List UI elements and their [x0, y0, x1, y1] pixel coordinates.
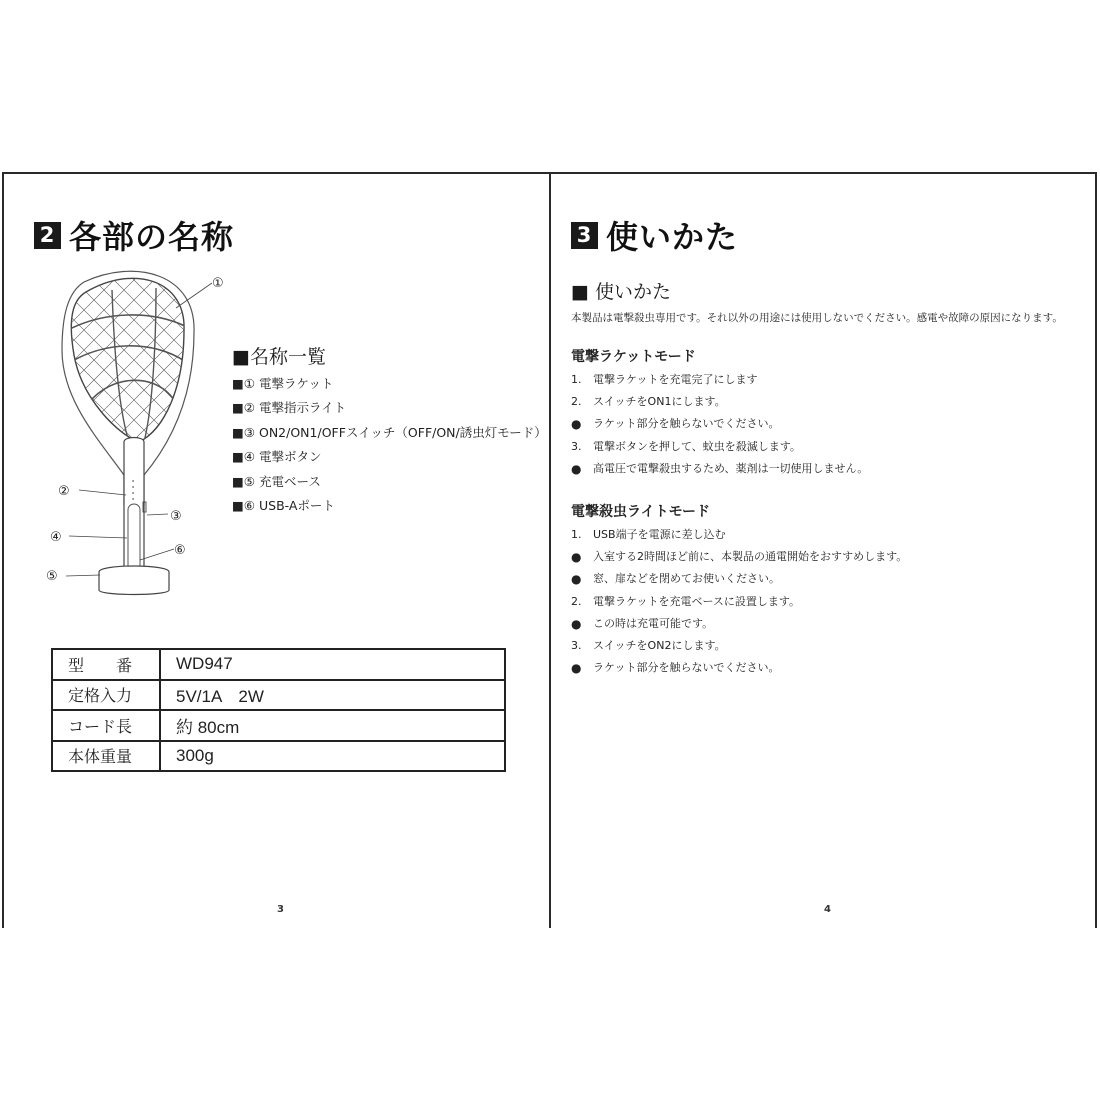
- callout-6: ⑥: [174, 543, 186, 558]
- step-text: スイッチをON2にします。: [593, 638, 726, 652]
- section-number-badge: 2: [34, 222, 61, 249]
- spec-table: [51, 648, 506, 772]
- bullet-icon: ●: [571, 550, 582, 565]
- parts-list-item: ■② 電撃指示ライト: [232, 400, 347, 416]
- step-marker: 1.: [571, 528, 582, 541]
- step-marker: 1.: [571, 373, 582, 386]
- spec-row: [52, 649, 505, 680]
- light-mode-steps: [571, 524, 907, 679]
- step-item: [571, 591, 907, 613]
- page-3: [4, 174, 549, 928]
- step-item: [571, 546, 907, 568]
- callout-2: ②: [58, 484, 70, 499]
- step-item: [571, 413, 868, 435]
- mode-title-racket: 電撃ラケットモード: [571, 349, 696, 365]
- section-title-parts: [34, 212, 234, 258]
- mode-title-light: 電撃殺虫ライトモード: [571, 504, 711, 520]
- step-item: [571, 568, 907, 590]
- page-number: 3: [277, 904, 284, 915]
- step-text: 電撃ボタンを押して、蚊虫を殺滅します。: [593, 439, 801, 453]
- spec-value: 約 80cm: [160, 710, 505, 741]
- step-marker: 3.: [571, 638, 582, 652]
- step-item: [571, 391, 868, 413]
- spec-value: 300g: [160, 741, 505, 772]
- step-text: ラケット部分を触らないでください。: [593, 417, 780, 431]
- racket-illustration: [44, 270, 244, 600]
- step-marker: 3.: [571, 439, 582, 453]
- section-title-text: 各部の名称: [69, 218, 235, 256]
- spec-label: 定格入力: [52, 680, 160, 711]
- bullet-icon: ●: [571, 572, 582, 587]
- spec-value: WD947: [160, 649, 505, 680]
- step-item: [571, 524, 907, 546]
- spec-label: コード長: [52, 710, 160, 741]
- step-text: この時は充電可能です。: [593, 616, 714, 630]
- step-item: [571, 635, 907, 657]
- step-text: 電撃ラケットを充電ベースに設置します。: [593, 594, 801, 608]
- callout-1: ①: [212, 276, 224, 291]
- page-4: [551, 174, 1095, 928]
- bullet-icon: ●: [571, 616, 582, 631]
- section-number-badge: 3: [571, 222, 598, 249]
- parts-list-item: ■③ ON2/ON1/OFFスイッチ（OFF/ON/誘虫灯モード）: [232, 424, 547, 440]
- step-marker: 2.: [571, 594, 582, 608]
- parts-list-title: ■名称一覧: [232, 346, 326, 368]
- step-item: [571, 458, 868, 480]
- step-marker: 2.: [571, 395, 582, 409]
- spec-value: 5V/1A 2W: [160, 680, 505, 711]
- parts-list-item: ■⑥ USB-Aポート: [232, 497, 335, 513]
- spec-row: [52, 710, 505, 741]
- step-item: [571, 613, 907, 635]
- parts-list-item: ■① 電撃ラケット: [232, 376, 334, 391]
- usage-intro: 本製品は電撃殺虫専用です。それ以外の用途には使用しないでください。感電や故障の原因になります。: [571, 312, 1063, 324]
- spec-label: 本体重量: [52, 741, 160, 772]
- step-text: 窓、扉などを閉めてお使いください。: [593, 572, 780, 586]
- parts-list-item: ■⑤ 充電ベース: [232, 473, 321, 489]
- step-item: [571, 436, 868, 458]
- page-number: 4: [824, 904, 831, 915]
- bullet-icon: ●: [571, 461, 582, 476]
- step-text: USB端子を電源に差し込む: [593, 528, 726, 541]
- step-text: 入室する2時間ほど前に、本製品の通電開始をおすすめします。: [593, 550, 908, 564]
- step-text: スイッチをON1にします。: [593, 395, 726, 409]
- step-text: ラケット部分を触らないでください。: [593, 661, 780, 675]
- step-text: 高電圧で電撃殺虫するため、薬剤は一切使用しません。: [593, 461, 869, 475]
- section-title-usage: [571, 212, 738, 258]
- racket-mode-steps: [571, 369, 868, 480]
- parts-list: [232, 372, 547, 518]
- step-text: 電撃ラケットを充電完了にします: [593, 373, 758, 386]
- usage-subheading: ■ 使いかた: [571, 281, 671, 303]
- step-item: [571, 369, 868, 391]
- section-title-text: 使いかた: [606, 218, 739, 256]
- callout-4: ④: [50, 530, 62, 545]
- step-item: [571, 657, 907, 679]
- spec-label: 型 番: [52, 649, 160, 680]
- parts-list-item: ■④ 電撃ボタン: [232, 449, 322, 465]
- bullet-icon: ●: [571, 661, 582, 676]
- spec-row: [52, 741, 505, 772]
- bullet-icon: ●: [571, 417, 582, 432]
- callout-5: ⑤: [46, 569, 58, 584]
- callout-3: ③: [170, 509, 182, 524]
- spec-row: [52, 680, 505, 711]
